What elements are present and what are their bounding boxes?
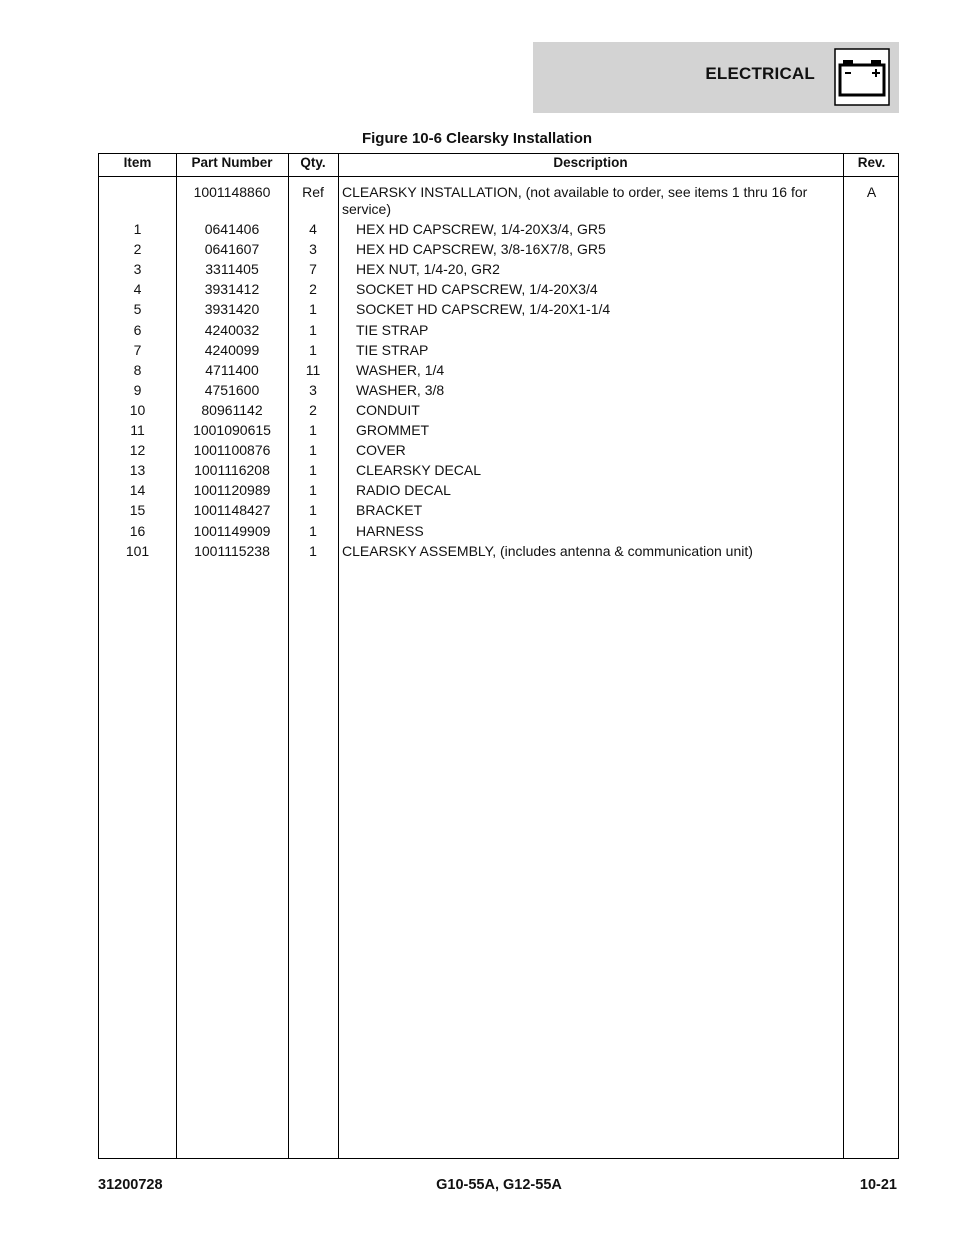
- cell-part: 4240099: [204, 341, 260, 358]
- page-number: 10-21: [859, 1177, 897, 1193]
- column-header-rev: Rev.: [857, 155, 886, 170]
- cell-qty: 3: [309, 381, 317, 398]
- cell-part: 1001120989: [193, 482, 271, 499]
- cell-item: 14: [129, 482, 146, 499]
- column-header-part-number: Part Number: [191, 155, 273, 170]
- cell-part: 1001090615: [193, 422, 271, 438]
- cell-qty: 3: [309, 241, 317, 258]
- cell-desc: HEX HD CAPSCREW, 1/4-20X3/4, GR5: [356, 221, 606, 237]
- cell-desc: RADIO DECAL: [356, 482, 451, 499]
- column-divider: [338, 154, 339, 1158]
- cell-part: 1001116208: [194, 462, 270, 479]
- cell-qty: 11: [305, 361, 321, 378]
- cell-desc: WASHER, 3/8: [356, 381, 445, 398]
- cell-qty: 1: [309, 422, 317, 438]
- cell-desc: HEX HD CAPSCREW, 3/8-16X7/8, GR5: [356, 241, 606, 258]
- cell-item: 8: [133, 361, 142, 378]
- cell-qty: 2: [309, 281, 317, 298]
- figure-title: Figure 10-6 Clearsky Installation: [361, 130, 593, 147]
- cell-item: 6: [133, 321, 142, 338]
- cell-desc: BRACKET: [356, 502, 423, 519]
- parts-table: [98, 153, 899, 1159]
- cell-qty: 1: [309, 522, 317, 539]
- cell-part: 4711400: [205, 361, 259, 378]
- cell-qty: 1: [309, 542, 317, 559]
- cell-part: 3311405: [205, 261, 259, 278]
- section-header: [533, 42, 899, 113]
- cell-part: 1001115238: [194, 542, 270, 559]
- cell-qty: 4: [309, 221, 317, 237]
- column-header-description: Description: [553, 155, 628, 170]
- column-divider: [843, 154, 844, 1158]
- cell-qty: Ref: [302, 184, 324, 200]
- cell-desc: COVER: [356, 442, 406, 459]
- cell-item: 16: [129, 522, 146, 539]
- cell-item: 5: [133, 301, 142, 318]
- cell-qty: 1: [309, 442, 317, 459]
- battery-icon: [834, 48, 890, 106]
- cell-item: 2: [133, 241, 142, 258]
- document-number: 31200728: [98, 1177, 163, 1193]
- header-divider: [99, 176, 898, 177]
- cell-desc: GROMMET: [356, 422, 430, 438]
- cell-item: 9: [133, 381, 142, 398]
- cell-item: 1: [133, 221, 142, 237]
- cell-desc: TIE STRAP: [356, 341, 429, 358]
- cell-item: 15: [129, 502, 146, 519]
- cell-part: 1001149909: [193, 522, 271, 539]
- cell-qty: 1: [309, 482, 317, 499]
- cell-desc: HARNESS: [356, 522, 424, 539]
- cell-item: 101: [125, 542, 150, 559]
- cell-item: 3: [133, 261, 142, 278]
- cell-qty: 1: [309, 301, 317, 318]
- model-numbers: G10-55A, G12-55A: [436, 1177, 562, 1193]
- cell-qty: 2: [309, 401, 317, 418]
- cell-desc: CLEARSKY DECAL: [356, 462, 482, 479]
- cell-item: 7: [133, 341, 142, 358]
- cell-desc: CONDUIT: [356, 401, 420, 418]
- cell-item: 10: [129, 401, 146, 418]
- cell-item: 12: [129, 442, 146, 459]
- cell-qty: 1: [309, 462, 317, 479]
- cell-part: 4240032: [204, 321, 260, 338]
- cell-desc: CLEARSKY ASSEMBLY, (includes antenna & communication unit): [342, 542, 753, 559]
- cell-qty: 7: [309, 261, 317, 278]
- cell-part: 0641607: [204, 241, 260, 258]
- cell-item: 13: [129, 462, 146, 479]
- cell-qty: 1: [309, 321, 317, 338]
- cell-part: 80961142: [201, 401, 263, 418]
- cell-part: 0641406: [204, 221, 260, 237]
- cell-part: 3931412: [204, 281, 260, 298]
- cell-desc: TIE STRAP: [356, 321, 429, 338]
- section-title: ELECTRICAL: [705, 64, 815, 83]
- column-header-item: Item: [123, 155, 152, 170]
- cell-item: 11: [130, 422, 145, 438]
- cell-part: 1001148860: [193, 184, 271, 200]
- cell-qty: 1: [309, 502, 317, 519]
- cell-part: 1001148427: [193, 502, 271, 519]
- cell-desc: SOCKET HD CAPSCREW, 1/4-20X3/4: [356, 281, 598, 298]
- cell-desc: HEX NUT, 1/4-20, GR2: [356, 261, 500, 278]
- cell-rev: A: [866, 184, 877, 200]
- cell-part: 4751600: [204, 381, 260, 398]
- cell-desc: WASHER, 1/4: [356, 361, 445, 378]
- cell-desc: CLEARSKY INSTALLATION, (not available to order, see items 1 thru 16 for service): [342, 184, 808, 217]
- cell-desc: SOCKET HD CAPSCREW, 1/4-20X1-1/4: [356, 301, 611, 318]
- cell-part: 1001100876: [193, 442, 271, 459]
- cell-qty: 1: [309, 341, 317, 358]
- cell-part: 3931420: [204, 301, 260, 318]
- cell-item: 4: [133, 281, 142, 298]
- column-header-qty: Qty.: [300, 155, 326, 170]
